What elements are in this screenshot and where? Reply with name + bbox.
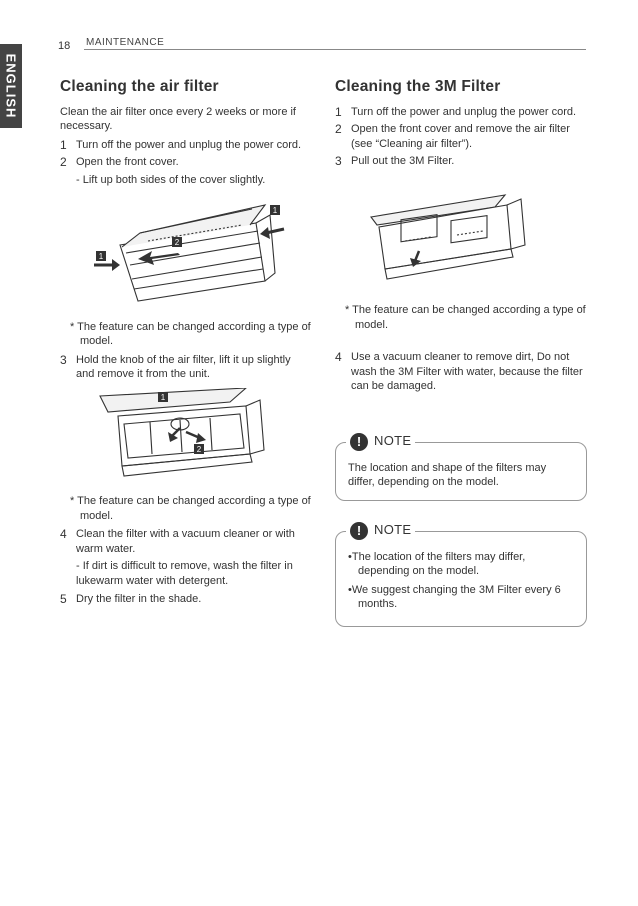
step-number: 2 [60, 155, 67, 169]
left-step-3 [60, 353, 312, 382]
step-text: Pull out the 3M Filter. [351, 155, 455, 167]
step-number: 1 [60, 137, 67, 152]
callout-2: 2 [174, 238, 180, 247]
note-bullet: • We suggest changing the 3M Filter every 6 months. [348, 583, 574, 612]
step-text: Clean the filter with a vacuum cleaner or with warm water. [76, 528, 295, 555]
step-text: Hold the knob of the air filter, lift it up slightly and remove it from the unit. [76, 353, 291, 380]
right-column [335, 80, 587, 627]
step-text: Open the front cover and remove the air filter (see “Cleaning air filter”). [351, 123, 570, 150]
left-step-4-sub: - If dirt is difficult to remove, wash the filter in lukewarm water with detergent. [76, 560, 293, 587]
right-feature-note: * The feature can be changed according a type of model. [345, 304, 586, 331]
page-number: 18 [58, 40, 71, 52]
left-intro: Clean the air filter once every 2 weeks or more if necessary. [60, 105, 296, 132]
exclamation-icon: ! [350, 522, 368, 540]
step-number: 2 [335, 122, 342, 136]
note-box-2 [335, 522, 587, 627]
left-step-4 [60, 527, 312, 556]
language-tab [0, 44, 22, 128]
ac-open-cover-illustration [60, 193, 312, 305]
left-feature-note-1: * The feature can be changed according a type of model. [70, 320, 311, 347]
step-number: 4 [60, 527, 67, 541]
right-step-2 [335, 122, 587, 151]
step-text: Turn off the power and unplug the power cord. [76, 138, 302, 151]
callout-2: 2 [196, 444, 202, 454]
ac-remove-filter-illustration [60, 388, 312, 480]
step-number: 5 [60, 592, 67, 606]
language-tab-label: ENGLISH [3, 53, 19, 119]
step-number: 3 [335, 154, 342, 168]
exclamation-icon: ! [350, 433, 368, 451]
step-text: Use a vacuum cleaner to remove dirt, Do not wash the 3M Filter with water, because the filter can be damaged. [351, 351, 583, 392]
step-number: 4 [335, 350, 342, 364]
step-text: Dry the filter in the shade. [76, 593, 202, 605]
left-step-2 [60, 155, 312, 170]
note-label: NOTE [374, 522, 412, 538]
right-heading: Cleaning the 3M Filter [335, 78, 501, 95]
note-box-1 [335, 433, 587, 501]
note-header [346, 522, 415, 540]
right-step-1 [335, 105, 587, 120]
left-step-5 [60, 592, 312, 607]
note-header [346, 433, 415, 451]
figure-3m-filter [335, 189, 587, 294]
note-bullet: • The location of the filters may differ, depending on the model. [348, 550, 574, 579]
ac-3m-filter-illustration [335, 189, 587, 289]
section-title: MAINTENANCE [86, 37, 165, 48]
step-text: Turn off the power and unplug the power cord. [351, 105, 577, 118]
figure-remove-filter [60, 388, 312, 485]
left-step-1 [60, 138, 312, 153]
callout-1: 1 [98, 252, 104, 261]
figure-open-cover [60, 193, 312, 310]
header-divider [84, 49, 586, 50]
left-feature-note-2: * The feature can be changed according a type of model. [70, 495, 311, 522]
left-column [60, 80, 312, 610]
right-step-3 [335, 154, 587, 169]
step-text: Open the front cover. [76, 156, 179, 168]
left-heading: Cleaning the air filter [60, 78, 219, 95]
note-label: NOTE [374, 433, 412, 449]
right-step-4 [335, 350, 587, 394]
callout-1: 1 [160, 392, 166, 402]
step-number: 1 [335, 104, 342, 119]
step-number: 3 [60, 352, 67, 367]
callout-1: 1 [272, 206, 278, 215]
left-step-2-sub: - Lift up both sides of the cover slightly. [76, 173, 266, 186]
note-text: The location and shape of the filters may differ, depending on the model. [348, 461, 547, 488]
